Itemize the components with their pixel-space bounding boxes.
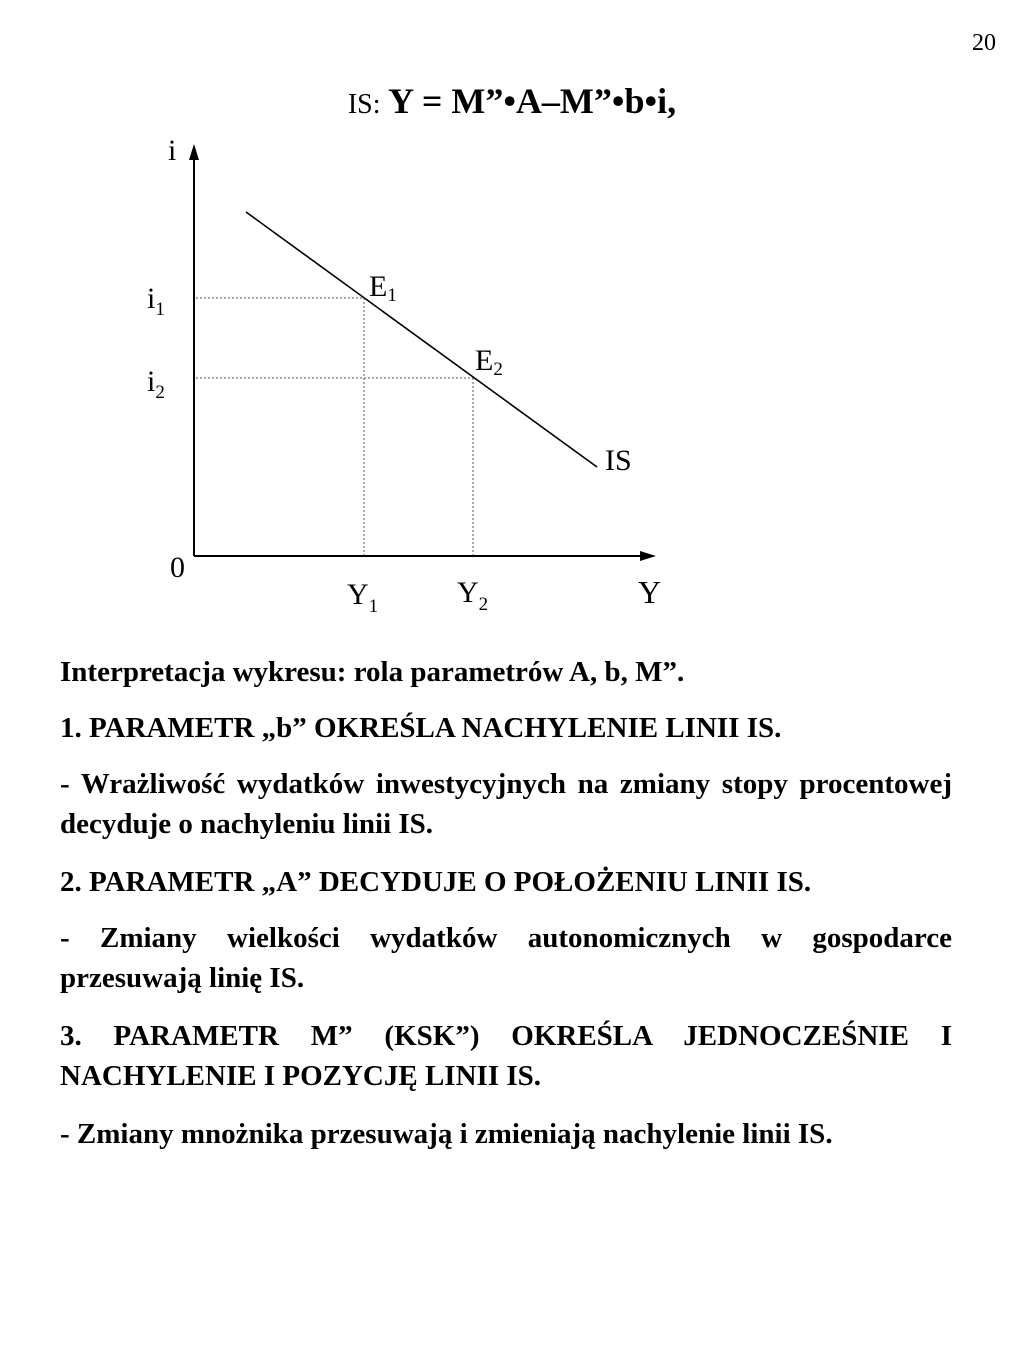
point-e2-label: E2 xyxy=(475,344,503,380)
formula-equation: Y = M”•A–M”•b•i, xyxy=(380,81,677,121)
parameter-b-text: - Wrażliwość wydatków inwestycyjnych na zmiany stopy procentowej decyduje o nachyleniu linii IS. xyxy=(60,768,952,840)
curve-label: IS xyxy=(605,444,632,477)
formula-label: IS: xyxy=(347,89,381,120)
parameter-m-heading: 3. PARAMETR M” (KSK”) OKREŚLA JEDNOCZEŚNIE I NACHYLENIE I POZYCJĘ LINII IS. xyxy=(60,1020,952,1092)
is-curve xyxy=(246,212,597,467)
y-tick-i2: $i_2$ xyxy=(147,365,165,403)
x-axis-label: Y xyxy=(638,574,662,610)
x-tick-y2: $Y_2$ xyxy=(457,576,489,615)
parameter-a-heading: 2. PARAMETR „A” DECYDUJE O POŁOŻENIU LINII IS. xyxy=(60,866,812,898)
parameter-m-text: - Zmiany mnożnika przesuwają i zmieniają nachylenie linii IS. xyxy=(60,1118,833,1150)
origin-label: 0 xyxy=(170,551,185,584)
x-axis-arrow xyxy=(640,551,656,561)
y-axis-arrow xyxy=(189,144,199,160)
parameter-b-heading: 1. PARAMETR „b” OKREŚLA NACHYLENIE LINII IS. xyxy=(60,712,782,744)
page-number: 20 xyxy=(972,30,996,56)
interpretation-text xyxy=(60,652,952,1172)
x-tick-y1: $Y_1$ xyxy=(347,578,379,617)
is-curve-diagram xyxy=(0,0,1024,640)
y-tick-i1: $i_1$ xyxy=(147,282,165,320)
point-e1-label: E1 xyxy=(369,270,397,306)
parameter-a-text: - Zmiany wielkości wydatków autonomicznych w gospodarce przesuwają linię IS. xyxy=(60,922,952,994)
y-axis-label: i xyxy=(168,134,177,167)
intro-line: Interpretacja wykresu: rola parametrów A, b, M”. xyxy=(60,656,685,688)
